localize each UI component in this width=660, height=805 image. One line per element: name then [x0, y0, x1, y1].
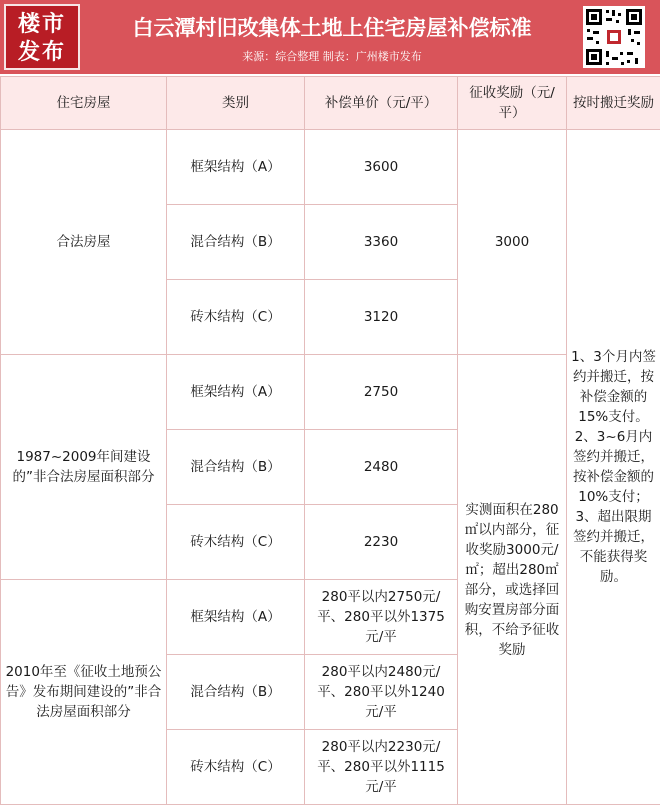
logo-text-line1: 楼市	[6, 10, 78, 38]
group-name: 2010年至《征收土地预公告》发布期间建设的”非合法房屋面积部分	[1, 580, 167, 805]
unit-price: 3600	[305, 130, 458, 205]
compensation-table	[0, 76, 660, 805]
structure-type: 砖木结构（C）	[167, 730, 305, 805]
unit-price: 2230	[305, 505, 458, 580]
column-header: 补偿单价（元/平）	[305, 77, 458, 130]
structure-type: 砖木结构（C）	[167, 280, 305, 355]
reward-cell: 3000	[458, 130, 567, 355]
unit-price: 3120	[305, 280, 458, 355]
logo-text-line2: 发布	[6, 38, 78, 66]
column-header: 按时搬迁奖励	[567, 77, 660, 130]
column-header: 类别	[167, 77, 305, 130]
structure-type: 混合结构（B）	[167, 430, 305, 505]
unit-price: 2750	[305, 355, 458, 430]
table-header-row	[1, 77, 660, 130]
structure-type: 框架结构（A）	[167, 130, 305, 205]
table-row	[1, 355, 660, 430]
page-title: 白云潭村旧改集体土地上住宅房屋补偿标准	[92, 12, 572, 42]
structure-type: 框架结构（A）	[167, 355, 305, 430]
source-note: 来源：综合整理 制表：广州楼市发布	[92, 48, 572, 64]
table-row	[1, 130, 660, 205]
unit-price: 280平以内2480元/平、280平以外1240元/平	[305, 655, 458, 730]
unit-price: 3360	[305, 205, 458, 280]
unit-price: 280平以内2230元/平、280平以外1115元/平	[305, 730, 458, 805]
column-header: 住宅房屋	[1, 77, 167, 130]
structure-type: 砖木结构（C）	[167, 505, 305, 580]
header-banner	[0, 0, 660, 74]
unit-price: 280平以内2750元/平、280平以外1375元/平	[305, 580, 458, 655]
brand-logo	[4, 4, 80, 70]
structure-type: 混合结构（B）	[167, 205, 305, 280]
structure-type: 框架结构（A）	[167, 580, 305, 655]
group-name: 1987~2009年间建设的”非合法房屋面积部分	[1, 355, 167, 580]
timely-move-cell: 1、3个月内签约并搬迁，按补偿金额的15%支付。2、3~6月内签约并搬迁，按补偿金额的10%支付；3、超出限期签约并搬迁，不能获得奖励。	[567, 130, 660, 805]
group-name: 合法房屋	[1, 130, 167, 355]
structure-type: 混合结构（B）	[167, 655, 305, 730]
column-header: 征收奖励（元/平）	[458, 77, 567, 130]
reward-cell: 实测面积在280㎡以内部分，征收奖励3000元/㎡；超出280㎡部分，或选择回购安置房部分面积，不给予征收奖励	[458, 355, 567, 805]
unit-price: 2480	[305, 430, 458, 505]
qr-code-icon	[583, 6, 645, 68]
